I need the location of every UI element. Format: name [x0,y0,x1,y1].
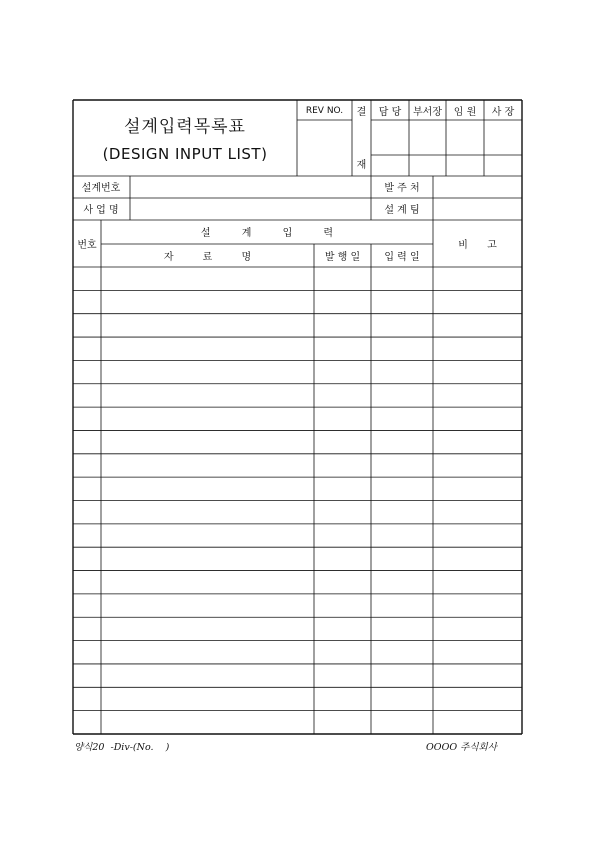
signature-box-dept-head[interactable] [409,121,446,175]
table-row[interactable] [73,337,522,360]
project-name-field[interactable] [130,198,371,219]
issue-date-header: 발 행 일 [324,252,361,263]
form-title: 설계입력목록표 [124,116,246,137]
design-team-field[interactable] [433,198,522,219]
table-row[interactable] [73,547,522,570]
form-number: 양식20 -Div-(No. ) [74,742,170,753]
number-column-header: 번호 [77,240,97,251]
design-input-header: 설 계 입 력 [200,228,334,239]
table-row[interactable] [73,711,522,734]
table-row[interactable] [73,641,522,664]
signature-box-executive[interactable] [446,121,484,175]
table-row[interactable] [73,524,522,547]
client-field[interactable] [433,176,522,197]
table-row[interactable] [73,664,522,687]
material-name-header: 자 료 명 [163,252,252,263]
approver-president: 사 장 [491,107,515,118]
project-name-label: 사 업 명 [83,205,119,216]
table-row[interactable] [73,384,522,407]
table-row[interactable] [73,407,522,430]
table-row[interactable] [73,360,522,383]
signature-box-staff[interactable] [371,121,409,175]
client-label: 발 주 처 [384,183,420,194]
remarks-header: 비 고 [458,240,497,251]
company-name: OOOO 주식회사 [426,742,497,753]
table-row[interactable] [73,314,522,337]
table-row[interactable] [73,687,522,710]
approver-executive: 임 원 [453,107,477,118]
table-row[interactable] [73,454,522,477]
table-row[interactable] [73,594,522,617]
table-row[interactable] [73,290,522,313]
rev-value-box[interactable] [297,121,352,175]
approver-staff: 담 당 [378,107,402,118]
table-row[interactable] [73,617,522,640]
approval-label-bottom: 재 [356,159,367,171]
table-row[interactable] [73,477,522,500]
design-team-label: 설 계 팀 [384,205,420,216]
table-row[interactable] [73,267,522,290]
design-no-label: 설계번호 [81,183,121,194]
table-row[interactable] [73,501,522,524]
input-date-header: 입 력 일 [384,252,420,263]
form-subtitle: (DESIGN INPUT LIST) [102,145,268,163]
table-row[interactable] [73,430,522,453]
signature-box-president[interactable] [484,121,522,175]
design-no-field[interactable] [130,176,371,197]
approval-label-top: 결 [356,107,367,118]
table-row[interactable] [73,571,522,594]
approver-dept-head: 부서장 [413,107,442,118]
rev-label: REV NO. [305,105,344,116]
